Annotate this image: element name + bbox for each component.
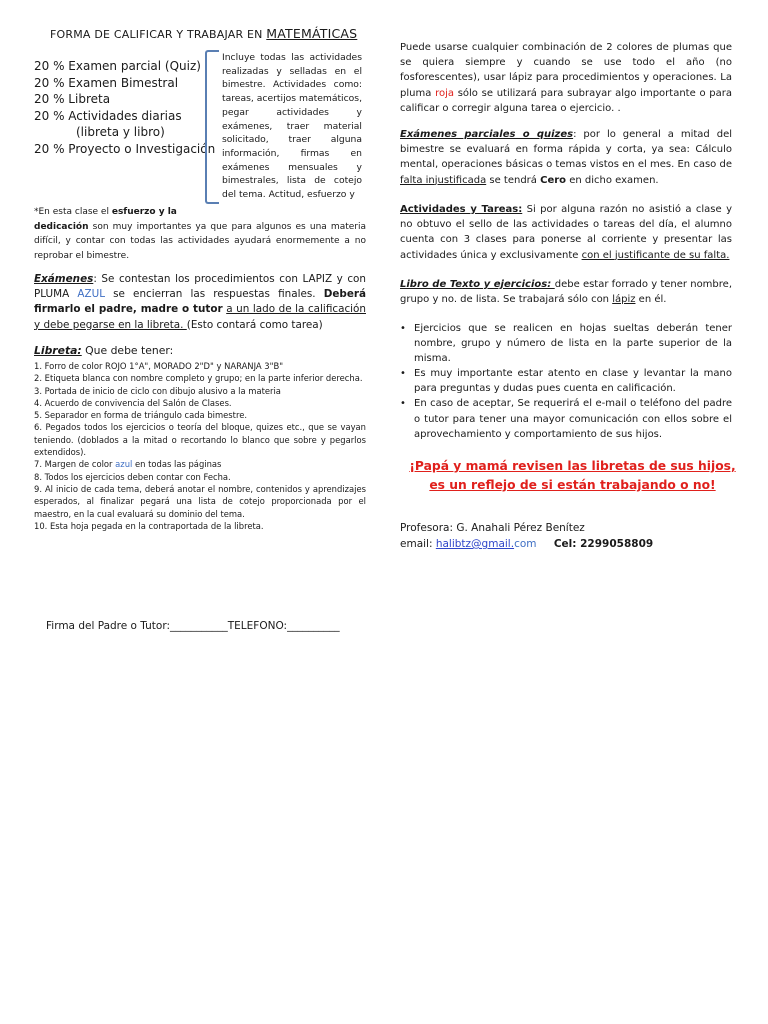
item7-color: azul [115,459,133,470]
textbook-heading: Libro de Texto y ejercicios: [400,279,555,290]
slogan-line: es un reflejo de si están trabajando o no! [429,478,716,492]
notebook-title: Libreta: [34,344,82,357]
textbook-text-end: en él. [635,294,667,306]
list-item: 2. Etiqueta blanca con nombre completo y grupo; en la parte inferior derecha. [34,373,363,384]
dedication-bold: dedicación [34,221,89,232]
textbook-underline: lápiz [612,294,636,306]
textbook-text: debe estar forrado y tener nombre, grupo y no. de lista. Se trabajará sólo con [400,279,732,306]
bullet-text: En caso de aceptar, Se requerirá el e-mail o teléfono del padre o tutor para tener una mayor comunicación con ellos sobre el aprovechamiento y comportamiento de sus hijos. [414,398,732,440]
notebook-intro: Que debe tener: [81,344,174,357]
grading-item: 20 % Libreta [34,92,111,106]
email-tld[interactable]: com [514,538,537,550]
exams-underline: a un lado de la calificación y debe pegarse en la libreta. [34,303,366,331]
phone-blank[interactable]: __________ [287,620,340,632]
grading-item: 20 % Examen parcial (Quiz) [34,59,201,73]
bracket-divider [205,50,219,204]
contact-line [400,536,653,552]
grading-sub-item: (libreta y libro) [76,125,165,139]
quizzes-heading: Exámenes parciales o quizes [400,129,574,140]
list-item: 8. Todos los ejercicios deben contar con Fecha. [34,471,231,482]
list-item [400,321,732,366]
parents-slogan [400,457,745,495]
list-item [400,396,732,441]
list-item: 3. Portada de inicio de ciclo con dibujo alusivo a la materia [34,385,281,396]
effort-text: *En esta clase el [34,207,112,217]
activities-heading: Actividades y Tareas: [400,204,523,215]
pens-red-word: roja [435,87,454,99]
list-item: 9. Al inicio de cada tema, deberá anotar el nombre, contenidos y aprendizajes esperados, al finalizar pegará una lista de cotejo proporcionada por el maestro, en la cual evaluará su dominio del tema. [34,483,366,519]
bullet-icon: • [400,368,406,380]
bullet-text: Es muy importante estar atento en clase y levantar la mano para preguntas y dudas pues cuenta en calificación. [414,368,732,395]
pens-text: Puede usarse cualquier combinación de 2 colores de plumas que se quiera siempre y cuando se use todo el año (no fosforescentes), usar lápiz para procedimientos y operaciones. La pluma [400,42,732,99]
signature-blank[interactable]: ___________ [170,620,228,632]
list-item: 1. Forro de color ROJO 1°A", MORADO 2"D" y NARANJA 3"B" [34,361,284,371]
effort-paragraph [34,205,366,263]
quizzes-text: se tendrá [486,174,541,186]
title-subject: MATEMÁTICAS [266,26,358,41]
exams-blue-word: AZUL [77,288,105,301]
quizzes-text: : por lo general a mitad del bimestre se evaluará en forma rápida y corta, ya sea: Cálculo mental, operaciones básicas o temas vistos en el mes. En caso de [400,129,732,171]
notebook-heading [34,344,173,357]
grading-scale [34,58,215,157]
list-item: 4. Acuerdo de convivencia del Salón de Clases. [34,397,232,408]
exams-paragraph [34,272,366,333]
item7-pre: 7. Margen de color [34,459,116,470]
exams-text: : Se contestan los procedimientos con LAPIZ y con PLUMA [34,273,366,301]
activities-paragraph [400,202,732,263]
phone-label: TELEFONO: [227,620,288,632]
exams-note: (Esto contará como tarea) [186,318,323,331]
exams-heading: Exámenes [34,273,94,285]
list-item: 5. Separador en forma de triángulo cada bimestre. [34,410,248,421]
list-item: 10. Esta hoja pegada en la contraportada de la libreta. [34,520,264,531]
quizzes-underline: falta injustificada [400,174,487,186]
item7-post: en todas las páginas [132,459,222,470]
quizzes-text-end: en dicho examen. [566,174,659,186]
list-item [34,458,366,470]
slogan-line: ¡Papá y mamá revisen las libretas de sus hijos, [409,459,736,473]
exams-bold: Deberá firmarlo el padre, madre o tutor [34,288,366,316]
bullet-text: Ejercicios que se realicen en hojas sueltas deberán tener nombre, grupo y número de lista en la parte superior de la misma. [414,323,732,365]
bullet-icon: • [400,323,406,334]
notebook-requirements [34,360,366,532]
email-label: email: [400,538,436,550]
title-prefix: FORMA DE CALIFICAR Y TRABAJAR EN [50,28,267,41]
effort-text-rest: son muy importantes ya que para algunos es una materia difícil, y contar con todas las actividades ayudará enormemente a no reprobar el bimestre. [34,221,366,261]
signature-label: Firma del Padre o Tutor: [46,620,170,632]
grading-item: 20 % Actividades diarias [34,108,182,123]
email-link[interactable]: halibtz@gmail. [435,538,515,550]
rules-list [400,321,732,442]
quizzes-bold: Cero [540,174,567,186]
signature-line[interactable] [46,620,340,632]
grading-item: 20 % Examen Bimestral [34,75,179,90]
textbook-paragraph [400,277,732,307]
teacher-name: Profesora: G. Anahali Pérez Benítez [400,522,585,534]
bracket-note: Incluye todas las actividades realizadas y selladas en el bimestre. Actividades como: tareas, acertijos matemáticos, pegar actividades y exámenes, traer material solicitado, traer alguna información, firmas en exámenes mensuales y bimestrales, lista de cotejo del tema. Actitud, esfuerzo y [222,52,362,201]
list-item [400,366,732,396]
exams-text: se encierran las respuestas finales. [104,288,324,301]
effort-bold: esfuerzo y la [111,207,177,217]
pens-text-rest: sólo se utilizará para subrayar algo importante o para calificar o corregir alguna tarea o ejercicio. . [400,87,732,114]
bullet-icon: • [400,398,406,410]
activities-text: Si por alguna razón no asistió a clase y no obtuvo el sello de las actividades o tareas del día, el alumno cuenta con 3 clases para ponerse al corriente y presentar las actividades única y exclusivamente [400,204,732,261]
activities-underline: con el justificante de su falta. [581,249,730,261]
teacher-contact [400,520,653,552]
list-item: 6. Pegados todos los ejercicios o teoría del bloque, quizes etc., que se vayan teniendo. (doblados a la mitad o recortando lo blanco que sobre y pegarlos extendidos). [34,422,366,458]
pens-paragraph [400,40,732,116]
quizzes-paragraph [400,127,732,188]
grading-item: 20 % Proyecto o Investigación [34,141,216,156]
page-title [50,26,357,41]
cell-phone: Cel: 2299058809 [553,538,654,550]
